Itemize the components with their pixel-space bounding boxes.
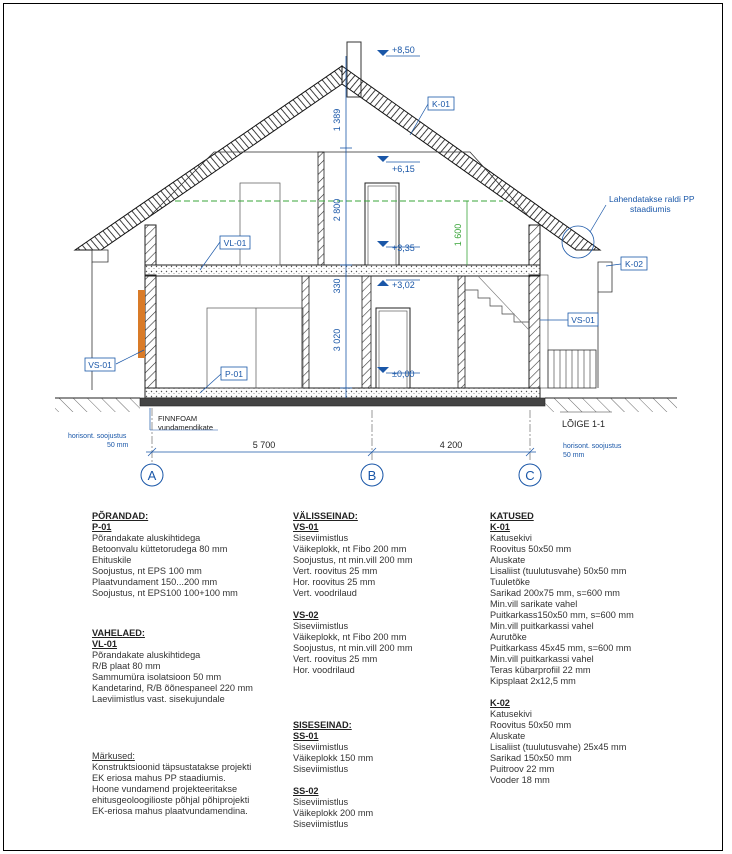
remarks-heading: Märkused:	[92, 751, 135, 761]
insul-right-1: horisont. soojustus	[563, 443, 622, 450]
legend-line: Lisaliist (tuulutusvahe) 50x50 mm	[490, 566, 627, 576]
legend-k01-code: K-01	[490, 522, 510, 532]
legend-line: Min.vill sarikate vahel	[490, 599, 578, 609]
wall-right-lower	[529, 275, 540, 388]
legend-slabs	[92, 628, 253, 705]
legend-line: Väikeplokk, nt Fibo 200 mm	[293, 544, 407, 554]
eave-note-2: staadiumis	[630, 204, 671, 214]
legend-line: Põrandakate aluskihtidega	[92, 533, 201, 543]
legend-exterior-walls	[293, 511, 412, 676]
tag-vs01-left	[85, 350, 144, 371]
legend-line: Puitroov 22 mm	[490, 764, 555, 774]
axis-bubble-b	[361, 464, 383, 486]
legend-line: Teras kübarprofiil 22 mm	[490, 665, 591, 675]
legend-line: Katusekivi	[490, 709, 532, 719]
legend-interior-walls	[293, 720, 373, 830]
legend-line: Siseviimistlus	[293, 819, 349, 829]
insul-left-2: 50 mm	[107, 442, 129, 449]
axis-lines	[152, 408, 530, 462]
dim-total: 330	[332, 278, 342, 294]
dim-chain-horizontal	[146, 448, 536, 456]
legend-line: Soojustus, nt min.vill 200 mm	[293, 643, 413, 653]
legend-line: Lisaliist (tuulutusvahe) 25x45 mm	[490, 742, 627, 752]
legend-roofs-heading: KATUSED	[490, 511, 534, 521]
interior-wall-2	[362, 276, 371, 388]
legend-line: Kipsplaat 2x12,5 mm	[490, 676, 576, 686]
tag-vs01-right	[540, 313, 598, 326]
legend-line: Sarikad 150x50 mm	[490, 753, 572, 763]
dim-floor2: 2 800	[332, 198, 342, 222]
section-title: LÕIGE 1-1	[562, 419, 606, 429]
legend-ss01-code: SS-01	[293, 731, 319, 741]
legend-floors	[92, 511, 238, 599]
legend-vl01-code: VL-01	[92, 639, 118, 649]
insul-left-1: horisont. soojustus	[68, 433, 127, 440]
legend-line: Soojustus, nt EPS 100 mm	[92, 566, 202, 576]
legend-floors-heading: PÕRANDAD:	[92, 511, 149, 521]
dim-roof-peak: 1 389	[332, 108, 342, 132]
svg-text:VS-01: VS-01	[571, 315, 595, 325]
legend-line: Hor. roovitus 25 mm	[293, 577, 376, 587]
finnfoam-1: FINNFOAM	[158, 414, 198, 423]
legend-line: Roovitus 50x50 mm	[490, 720, 572, 730]
dim-span-bc: 4 200	[439, 440, 463, 450]
dim-knee: 1 600	[453, 223, 463, 247]
finnfoam-2: vundamendikate	[158, 423, 214, 432]
legend-line: Aurutõke	[490, 632, 527, 642]
dim-floor1: 3 020	[332, 328, 342, 352]
legend-line: Puitkarkass 45x45 mm, s=600 mm	[490, 643, 632, 653]
legend-line: Soojustus, nt EPS100 100+100 mm	[92, 588, 238, 598]
legend-line: R/B plaat 80 mm	[92, 661, 161, 671]
level-ridge: +8,50	[392, 45, 415, 55]
legend-line: Vert. roovitus 25 mm	[293, 654, 378, 664]
remarks	[92, 751, 251, 817]
legend-vs01-code: VS-01	[293, 522, 319, 532]
legend-line: Laeviimistlus vast. sisekujundale	[92, 694, 225, 704]
legend-interior-walls-heading: SISESEINAD:	[293, 720, 352, 730]
legend-line: Kandetarind, R/B õõnespaneel 220 mm	[92, 683, 253, 693]
interior-wall-3	[458, 276, 465, 388]
remark-line: EK-eriosa mahus plaatvundamendina.	[92, 806, 248, 816]
level-floor2-bottom: +3,02	[392, 280, 415, 290]
legend-line: Soojustus, nt min.vill 200 mm	[293, 555, 413, 565]
legend-p01-code: P-01	[92, 522, 112, 532]
svg-text:K-02: K-02	[625, 259, 643, 269]
legend-exterior-walls-heading: VÄLISSEINAD:	[293, 511, 358, 521]
stairs	[465, 290, 529, 322]
legend-k02-code: K-02	[490, 698, 510, 708]
legend-line: Tuuletõke	[490, 577, 531, 587]
legend-line: Aluskate	[490, 555, 526, 565]
floor-slab-mid	[145, 265, 540, 276]
legend-line: Sarikad 200x75 mm, s=600 mm	[490, 588, 620, 598]
svg-text:VL-01: VL-01	[223, 238, 247, 248]
wall-right-upper	[529, 225, 540, 265]
level-ground: ±0,00	[392, 369, 415, 379]
legend-line: Katusekivi	[490, 533, 532, 543]
legend-line: Vert. voodrilaud	[293, 588, 357, 598]
legend-line: Siseviimistlus	[293, 533, 349, 543]
legend-line: Siseviimistlus	[293, 621, 349, 631]
legend-line: Plaatvundament 150...200 mm	[92, 577, 218, 587]
legend-vs02-code: VS-02	[293, 610, 319, 620]
axis-bubble-a	[141, 464, 163, 486]
ground-left	[55, 398, 140, 412]
legend-line: Ehituskile	[92, 555, 132, 565]
wall-left-lower	[145, 275, 156, 388]
legend-line: Min.vill puitkarkassi vahel	[490, 621, 594, 631]
svg-text:B: B	[367, 468, 377, 483]
legend-slabs-heading: VAHELAED:	[92, 628, 145, 638]
remark-line: Konstruktsioonid täpsustatakse projekti	[92, 762, 252, 772]
legend-line: Siseviimistlus	[293, 797, 349, 807]
legend-roofs	[490, 511, 634, 786]
level-floor2-top: +3,35	[392, 243, 415, 253]
railing	[548, 292, 598, 388]
level-attic: +6,15	[392, 164, 415, 174]
legend-line: Roovitus 50x50 mm	[490, 544, 572, 554]
legend-line: Betoonvalu küttetorudega 80 mm	[92, 544, 228, 554]
svg-text:VS-01: VS-01	[88, 360, 112, 370]
legend-line: Aluskate	[490, 731, 526, 741]
legend-line: Põrandakate aluskihtidega	[92, 650, 201, 660]
legend-line: Vert. roovitus 25 mm	[293, 566, 378, 576]
remark-line: Hoone vundamend projekteeritakse	[92, 784, 238, 794]
legend-line: Väikeplokk 150 mm	[293, 753, 374, 763]
door-upper-left	[240, 183, 280, 265]
attic-wall	[318, 152, 324, 265]
legend-line: Hor. voodrilaud	[293, 665, 355, 675]
legend-line: Sammumüra isolatsioon 50 mm	[92, 672, 222, 682]
svg-text:P-01: P-01	[225, 369, 243, 379]
legend-line: Puitkarkass150x50 mm, s=600 mm	[490, 610, 634, 620]
svg-text:K-01: K-01	[432, 99, 450, 109]
ground-right	[545, 398, 677, 412]
foundation	[140, 398, 545, 406]
dim-span-ab: 5 700	[252, 440, 276, 450]
axis-bubble-c	[519, 464, 541, 486]
legend-line: Vooder 18 mm	[490, 775, 550, 785]
remark-line: ehitusgeoloogilioste põhjal põhiprojekti	[92, 795, 250, 805]
legend-line: Siseviimistlus	[293, 764, 349, 774]
legend-line: Väikeplokk 200 mm	[293, 808, 374, 818]
legend-ss02-code: SS-02	[293, 786, 319, 796]
left-gutter	[92, 250, 108, 262]
insul-right-2: 50 mm	[563, 452, 585, 459]
legend-line: Väikeplokk, nt Fibo 200 mm	[293, 632, 407, 642]
right-gutter	[598, 262, 612, 292]
wall-left-insulation	[138, 290, 145, 358]
svg-text:C: C	[525, 468, 535, 483]
legend-line: Siseviimistlus	[293, 742, 349, 752]
eave-note-1: Lahendatakse raldi PP	[609, 194, 695, 204]
svg-text:A: A	[147, 468, 157, 483]
legend-line: Min.vill puitkarkassi vahel	[490, 654, 594, 664]
remark-line: EK eriosa mahus PP staadiumis.	[92, 773, 226, 783]
wall-left-upper	[145, 225, 156, 265]
